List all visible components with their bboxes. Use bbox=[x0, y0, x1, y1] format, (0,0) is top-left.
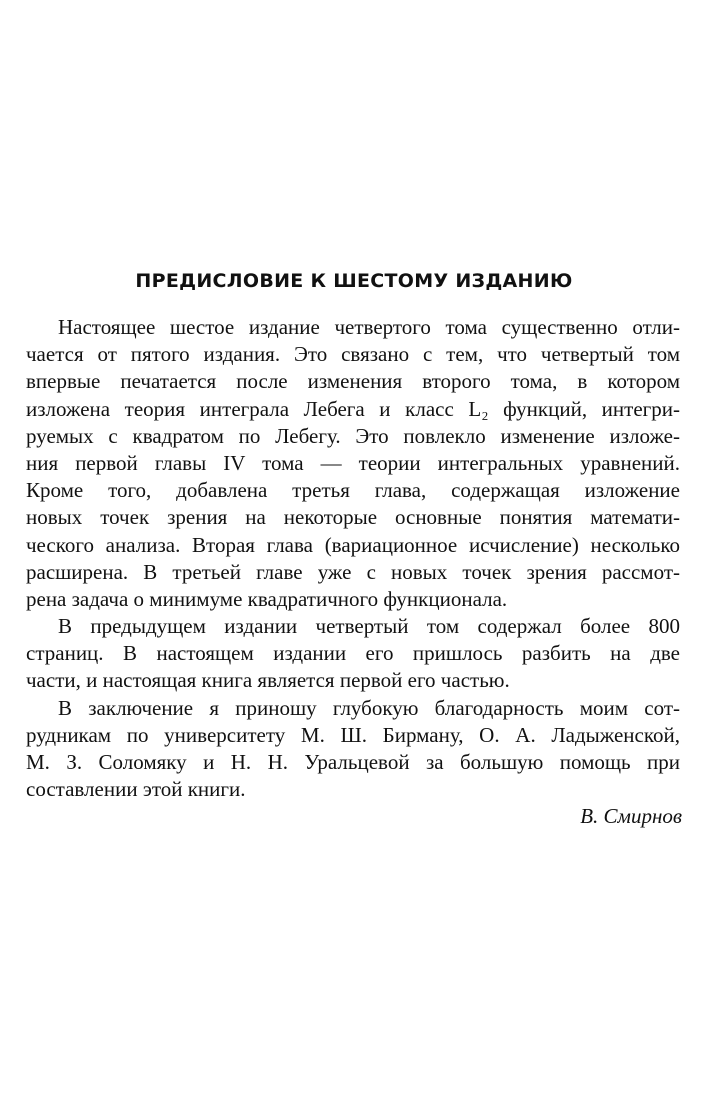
paragraph-3-line-3: М. З. Соломяку и Н. Н. Уральцевой за большую помощь при bbox=[26, 750, 680, 774]
paragraph-1-line-7: Кроме того, добавлена третья глава, содержащая изложение bbox=[26, 478, 680, 503]
author-signature: В. Смирнов bbox=[580, 804, 682, 828]
paragraph-1-line-4: изложена теория интеграла Лебега и класс L₂ функций, интегри- bbox=[26, 396, 680, 421]
paragraph-1-line-9: ческого анализа. Вторая глава (вариационное исчисление) несколько bbox=[26, 532, 680, 557]
paragraph-1-line-3: впервые печатается после изменения второго тома, в котором bbox=[26, 369, 680, 394]
paragraph-1-line-10: расширена. В третьей главе уже с новых точек зрения рассмот- bbox=[26, 559, 680, 584]
paragraph-2-line-2: страниц. В настоящем издании его пришлось разбить на две bbox=[26, 641, 680, 666]
paragraph-1-line-6: ния первой главы IV тома — теории интегральных уравнений. bbox=[26, 450, 680, 475]
paragraph-1-line-5: руемых с квадратом по Лебегу. Это повлекло изменение изложе- bbox=[26, 423, 680, 448]
page-title: ПРЕДИСЛОВИЕ К ШЕСТОМУ ИЗДАНИЮ bbox=[135, 270, 573, 292]
paragraph-2-line-1: В предыдущем издании четвертый том содержал более 800 bbox=[58, 614, 680, 639]
paragraph-1-line-2: чается от пятого издания. Это связано с тем, что четвертый том bbox=[26, 342, 680, 367]
paragraph-3-line-2: рудникам по университету М. Ш. Бирману, О. А. Ладыженской, bbox=[26, 722, 680, 747]
paragraph-3-line-1: В заключение я приношу глубокую благодарность моим сот- bbox=[58, 695, 680, 720]
preface-body bbox=[26, 314, 680, 803]
paragraph-2-line-3: части, и настоящая книга является первой его частью. bbox=[26, 668, 510, 693]
paragraph-1-line-8: новых точек зрения на некоторые основные понятия математи- bbox=[26, 505, 680, 530]
paragraph-1-line-11: рена задача о минимуме квадратичного функционала. bbox=[26, 586, 508, 611]
paragraph-3-line-4: составлении этой книги. bbox=[26, 777, 246, 802]
paragraph-1-line-1: Настоящее шестое издание четвертого тома существенно отли- bbox=[58, 315, 680, 339]
